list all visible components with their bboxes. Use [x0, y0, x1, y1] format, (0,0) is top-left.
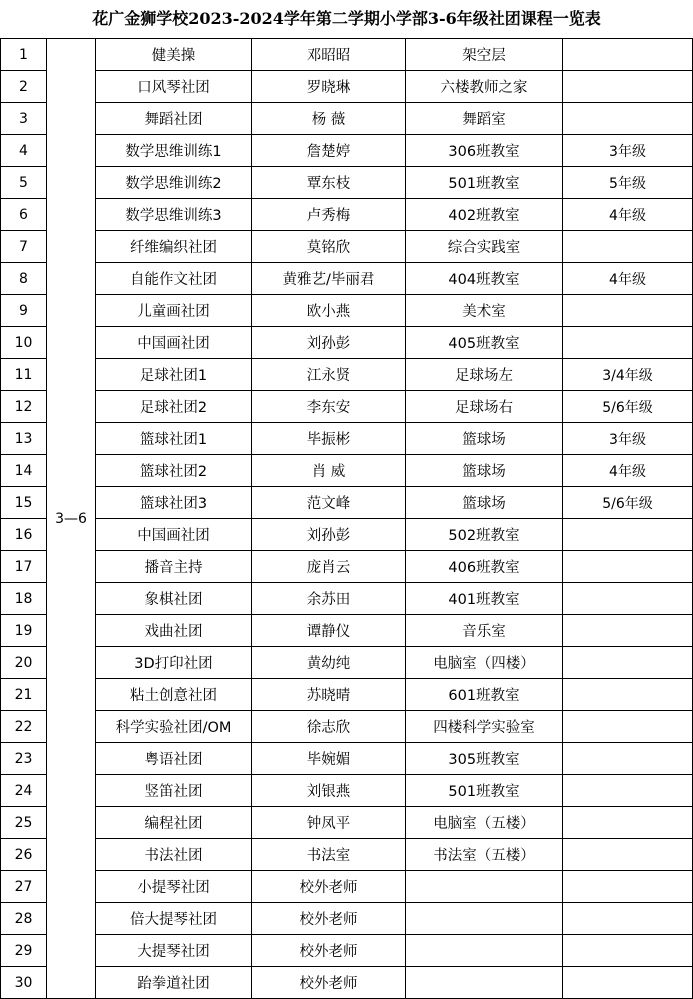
teacher-name: 欧小燕	[252, 295, 406, 327]
location: 电脑室（四楼）	[406, 647, 563, 679]
location: 音乐室	[406, 615, 563, 647]
location: 综合实践室	[406, 231, 563, 263]
table-row	[1, 231, 693, 263]
table-row	[1, 423, 693, 455]
table-row	[1, 327, 693, 359]
club-name: 小提琴社团	[96, 871, 252, 903]
location: 篮球场	[406, 455, 563, 487]
teacher-name: 肖 威	[252, 455, 406, 487]
row-number: 28	[1, 903, 47, 935]
grade-level	[563, 711, 693, 743]
club-name: 编程社团	[96, 807, 252, 839]
location	[406, 935, 563, 967]
teacher-name: 詹楚婷	[252, 135, 406, 167]
club-name: 数学思维训练2	[96, 167, 252, 199]
grade-level	[563, 967, 693, 999]
row-number: 30	[1, 967, 47, 999]
teacher-name: 余苏田	[252, 583, 406, 615]
club-name: 书法社团	[96, 839, 252, 871]
club-name: 儿童画社团	[96, 295, 252, 327]
club-name: 跆拳道社团	[96, 967, 252, 999]
table-row	[1, 455, 693, 487]
grade-level	[563, 807, 693, 839]
table-row	[1, 615, 693, 647]
table-row	[1, 903, 693, 935]
location	[406, 903, 563, 935]
teacher-name: 钟凤平	[252, 807, 406, 839]
location: 舞蹈室	[406, 103, 563, 135]
table-row	[1, 679, 693, 711]
row-number: 14	[1, 455, 47, 487]
grade-level	[563, 935, 693, 967]
row-number: 6	[1, 199, 47, 231]
grade-level	[563, 679, 693, 711]
row-number: 4	[1, 135, 47, 167]
teacher-name: 校外老师	[252, 903, 406, 935]
location	[406, 871, 563, 903]
grade-level: 5/6年级	[563, 487, 693, 519]
club-name: 数学思维训练1	[96, 135, 252, 167]
grade-level	[563, 519, 693, 551]
location: 401班教室	[406, 583, 563, 615]
table-row	[1, 583, 693, 615]
club-name: 科学实验社团/OM	[96, 711, 252, 743]
row-number: 15	[1, 487, 47, 519]
club-name: 3D打印社团	[96, 647, 252, 679]
club-schedule-table	[0, 38, 693, 999]
club-name: 粘土创意社团	[96, 679, 252, 711]
grade-level: 5年级	[563, 167, 693, 199]
location: 四楼科学实验室	[406, 711, 563, 743]
grade-level: 5/6年级	[563, 391, 693, 423]
row-number: 16	[1, 519, 47, 551]
grade-level	[563, 647, 693, 679]
club-name: 自能作文社团	[96, 263, 252, 295]
table-row	[1, 135, 693, 167]
location: 六楼教师之家	[406, 71, 563, 103]
grade-level	[563, 551, 693, 583]
teacher-name: 杨 薇	[252, 103, 406, 135]
club-name: 篮球社团1	[96, 423, 252, 455]
teacher-name: 毕婉媚	[252, 743, 406, 775]
club-name: 篮球社团2	[96, 455, 252, 487]
location: 502班教室	[406, 519, 563, 551]
row-number: 26	[1, 839, 47, 871]
grade-level	[563, 295, 693, 327]
club-name: 中国画社团	[96, 327, 252, 359]
row-number: 18	[1, 583, 47, 615]
location	[406, 967, 563, 999]
teacher-name: 邓昭昭	[252, 39, 406, 71]
location: 501班教室	[406, 775, 563, 807]
teacher-name: 黄幼纯	[252, 647, 406, 679]
table-row	[1, 103, 693, 135]
table-body	[1, 39, 693, 999]
club-name: 中国画社团	[96, 519, 252, 551]
row-number: 25	[1, 807, 47, 839]
location: 电脑室（五楼）	[406, 807, 563, 839]
grade-level	[563, 903, 693, 935]
table-row	[1, 199, 693, 231]
grade-level: 4年级	[563, 199, 693, 231]
location: 404班教室	[406, 263, 563, 295]
teacher-name: 谭静仪	[252, 615, 406, 647]
location: 406班教室	[406, 551, 563, 583]
row-number: 27	[1, 871, 47, 903]
row-number: 2	[1, 71, 47, 103]
teacher-name: 范文峰	[252, 487, 406, 519]
table-row	[1, 647, 693, 679]
grade-level	[563, 71, 693, 103]
grade-level: 3年级	[563, 135, 693, 167]
teacher-name: 苏晓晴	[252, 679, 406, 711]
teacher-name: 李东安	[252, 391, 406, 423]
row-number: 10	[1, 327, 47, 359]
club-name: 戏曲社团	[96, 615, 252, 647]
table-row	[1, 839, 693, 871]
club-name: 象棋社团	[96, 583, 252, 615]
club-name: 大提琴社团	[96, 935, 252, 967]
teacher-name: 校外老师	[252, 935, 406, 967]
table-row	[1, 519, 693, 551]
grade-range-cell: 3—6	[47, 39, 96, 999]
location: 篮球场	[406, 487, 563, 519]
row-number: 23	[1, 743, 47, 775]
grade-level	[563, 231, 693, 263]
teacher-name: 卢秀梅	[252, 199, 406, 231]
row-number: 5	[1, 167, 47, 199]
row-number: 29	[1, 935, 47, 967]
teacher-name: 刘孙彭	[252, 519, 406, 551]
table-row	[1, 295, 693, 327]
club-name: 足球社团2	[96, 391, 252, 423]
table-row	[1, 391, 693, 423]
teacher-name: 黄雅艺/毕丽君	[252, 263, 406, 295]
club-name: 篮球社团3	[96, 487, 252, 519]
table-row	[1, 807, 693, 839]
table-row	[1, 935, 693, 967]
grade-level: 3年级	[563, 423, 693, 455]
row-number: 17	[1, 551, 47, 583]
grade-level	[563, 743, 693, 775]
table-row	[1, 359, 693, 391]
teacher-name: 徐志欣	[252, 711, 406, 743]
row-number: 19	[1, 615, 47, 647]
grade-level: 4年级	[563, 263, 693, 295]
location: 306班教室	[406, 135, 563, 167]
row-number: 9	[1, 295, 47, 327]
location: 402班教室	[406, 199, 563, 231]
row-number: 1	[1, 39, 47, 71]
grade-level	[563, 615, 693, 647]
location: 美术室	[406, 295, 563, 327]
teacher-name: 校外老师	[252, 967, 406, 999]
location: 601班教室	[406, 679, 563, 711]
location: 足球场右	[406, 391, 563, 423]
table-row	[1, 551, 693, 583]
grade-level	[563, 871, 693, 903]
row-number: 21	[1, 679, 47, 711]
teacher-name: 庞肖云	[252, 551, 406, 583]
location: 架空层	[406, 39, 563, 71]
club-name: 足球社团1	[96, 359, 252, 391]
table-row	[1, 487, 693, 519]
document-title: 花广金狮学校2023-2024学年第二学期小学部3-6年级社团课程一览表	[92, 9, 601, 28]
club-name: 倍大提琴社团	[96, 903, 252, 935]
row-number: 22	[1, 711, 47, 743]
teacher-name: 覃东枝	[252, 167, 406, 199]
grade-level	[563, 839, 693, 871]
table-row	[1, 263, 693, 295]
grade-level	[563, 583, 693, 615]
table-row	[1, 39, 693, 71]
teacher-name: 毕振彬	[252, 423, 406, 455]
club-name: 竖笛社团	[96, 775, 252, 807]
club-name: 粤语社团	[96, 743, 252, 775]
club-name: 数学思维训练3	[96, 199, 252, 231]
club-name: 健美操	[96, 39, 252, 71]
row-number: 12	[1, 391, 47, 423]
row-number: 7	[1, 231, 47, 263]
location: 501班教室	[406, 167, 563, 199]
location: 405班教室	[406, 327, 563, 359]
teacher-name: 罗晓琳	[252, 71, 406, 103]
teacher-name: 刘孙彭	[252, 327, 406, 359]
location: 足球场左	[406, 359, 563, 391]
table-row	[1, 967, 693, 999]
teacher-name: 江永贤	[252, 359, 406, 391]
grade-level	[563, 775, 693, 807]
location: 书法室（五楼）	[406, 839, 563, 871]
row-number: 20	[1, 647, 47, 679]
teacher-name: 书法室	[252, 839, 406, 871]
club-name: 纤维编织社团	[96, 231, 252, 263]
teacher-name: 校外老师	[252, 871, 406, 903]
club-name: 播音主持	[96, 551, 252, 583]
row-number: 11	[1, 359, 47, 391]
grade-level: 3/4年级	[563, 359, 693, 391]
row-number: 24	[1, 775, 47, 807]
table-row	[1, 743, 693, 775]
row-number: 8	[1, 263, 47, 295]
table-row	[1, 167, 693, 199]
club-name: 口风琴社团	[96, 71, 252, 103]
location: 305班教室	[406, 743, 563, 775]
teacher-name: 莫铭欣	[252, 231, 406, 263]
location: 篮球场	[406, 423, 563, 455]
table-row	[1, 871, 693, 903]
grade-level	[563, 103, 693, 135]
grade-level	[563, 39, 693, 71]
table-row	[1, 71, 693, 103]
row-number: 3	[1, 103, 47, 135]
table-row	[1, 775, 693, 807]
grade-level: 4年级	[563, 455, 693, 487]
club-name: 舞蹈社团	[96, 103, 252, 135]
grade-level	[563, 327, 693, 359]
row-number: 13	[1, 423, 47, 455]
teacher-name: 刘银燕	[252, 775, 406, 807]
table-row	[1, 711, 693, 743]
